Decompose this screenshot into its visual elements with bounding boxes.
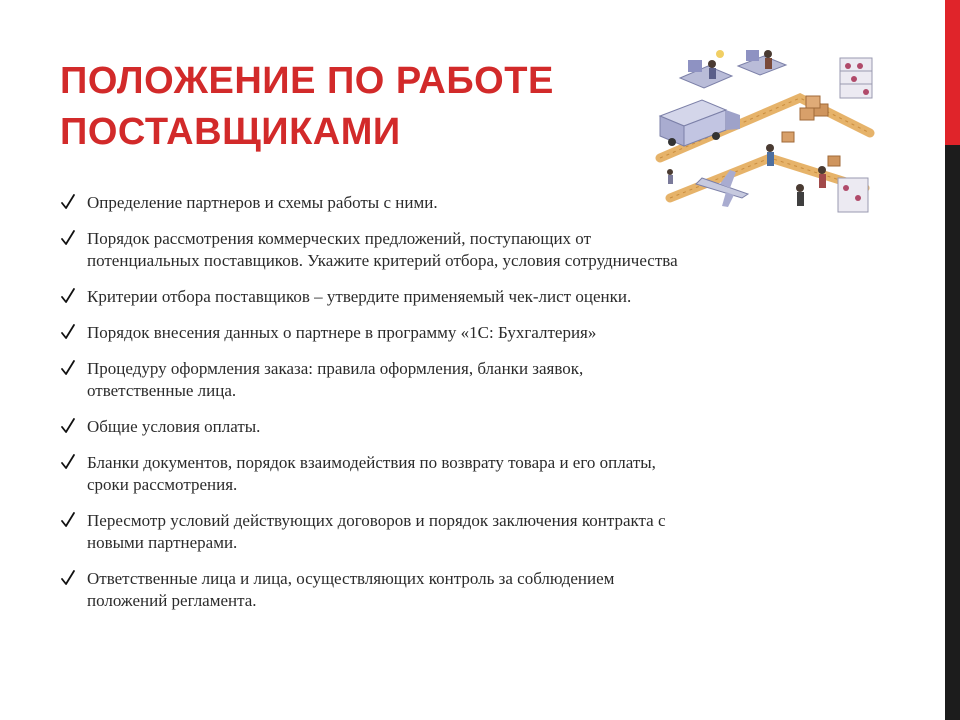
- list-item: [60, 358, 830, 402]
- list-item-text: Пересмотр условий действующих договоров и порядок заключения контракта с: [87, 511, 666, 530]
- checkmark-icon: [60, 229, 76, 247]
- list-item: [60, 568, 830, 612]
- list-item-text: Критерии отбора поставщиков – утвердите применяемый чек-лист оценки.: [87, 287, 632, 306]
- list-item-text: ответственные лица.: [87, 381, 237, 400]
- slide-title: [60, 56, 660, 158]
- checkmark-icon: [60, 511, 76, 529]
- edge-accent-bar-red: [945, 0, 960, 145]
- list-item-text: Общие условия оплаты.: [87, 417, 261, 436]
- list-item: [60, 192, 830, 214]
- list-item-text: Порядок рассмотрения коммерческих предложений, поступающих от: [87, 229, 591, 248]
- list-item-text: сроки рассмотрения.: [87, 475, 238, 494]
- list-item-text: Ответственные лица и лица, осуществляющих контроль за соблюдением: [87, 569, 615, 588]
- checkmark-icon: [60, 569, 76, 587]
- checkmark-icon: [60, 323, 76, 341]
- checkmark-icon: [60, 193, 76, 211]
- requirements-list: [60, 192, 830, 626]
- list-item-text: новыми партнерами.: [87, 533, 238, 552]
- edge-accent-bar-dark: [945, 145, 960, 720]
- list-item: [60, 510, 830, 554]
- list-item: [60, 452, 830, 496]
- list-item: [60, 286, 830, 308]
- list-item: [60, 228, 830, 272]
- list-item-text: Процедуру оформления заказа: правила оформления, бланки заявок,: [87, 359, 584, 378]
- list-item: [60, 416, 830, 438]
- list-item: [60, 322, 830, 344]
- slide-title-line: ПОСТАВЩИКАМИ: [60, 111, 401, 153]
- slide-title-line: ПОЛОЖЕНИЕ ПО РАБОТЕ: [60, 60, 554, 102]
- checkmark-icon: [60, 453, 76, 471]
- checkmark-icon: [60, 417, 76, 435]
- list-item-text: Бланки документов, порядок взаимодействия по возврату товара и его оплаты,: [87, 453, 656, 472]
- checkmark-icon: [60, 287, 76, 305]
- checkmark-icon: [60, 359, 76, 377]
- list-item-text: положений регламента.: [87, 591, 257, 610]
- list-item-text: Порядок внесения данных о партнере в программу «1С: Бухгалтерия»: [87, 323, 597, 342]
- list-item-text: потенциальных поставщиков. Укажите критерий отбора, условия сотрудничества: [87, 251, 678, 270]
- list-item-text: Определение партнеров и схемы работы с ними.: [87, 193, 438, 212]
